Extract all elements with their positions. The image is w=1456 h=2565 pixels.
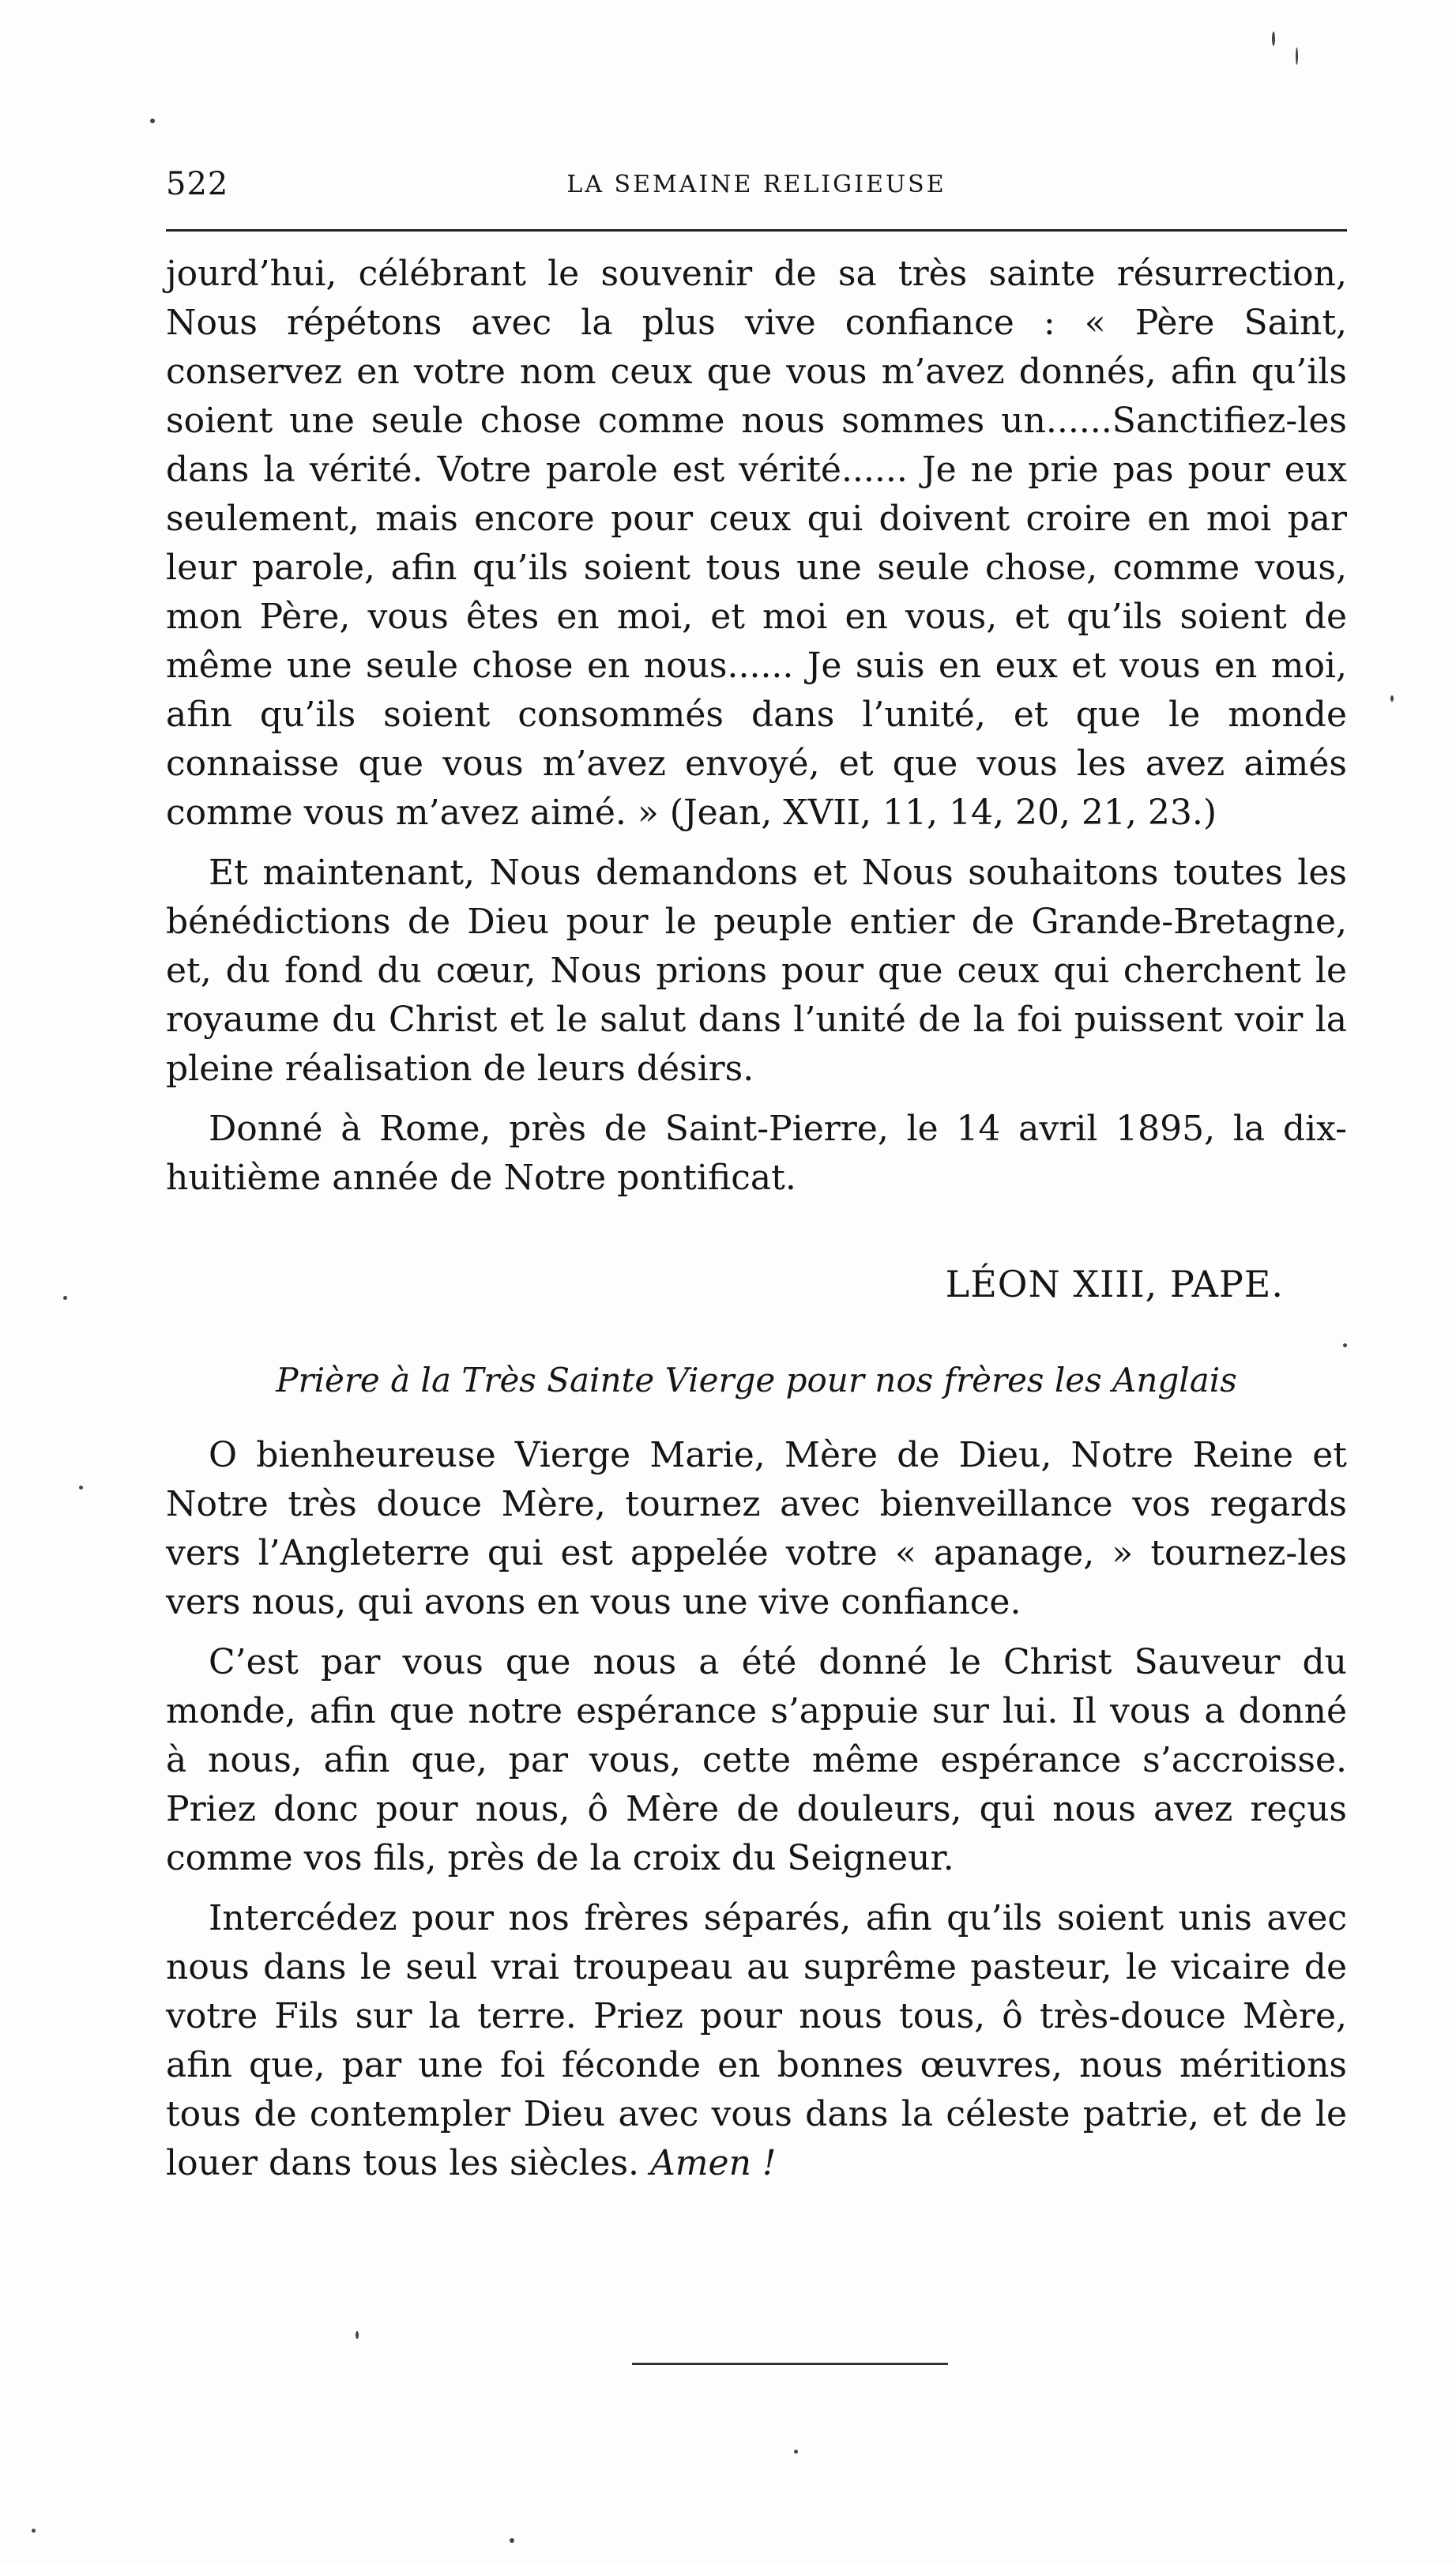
scan-speck [1272, 32, 1275, 46]
encyclical-paragraph-1: jourd’hui, célébrant le souvenir de sa très sainte résurrection, Nous répétons avec la plus vive confiance : « Père Saint, conservez en votre nom ceux que vous m’avez donnés, afin qu’ils soient une seule chose comme nous sommes un......Sanctifiez-les dans la vérité. Votre parole est vérité...... Je ne prie pas pour eux seulement, mais encore pour ceux qui doivent croire en moi par leur parole, afin qu’ils soient tous une seule chose, comme vous, mon Père, vous êtes en moi, et moi en vous, et qu’ils soient de même une seule chose en nous...... Je suis en eux et vous en moi, afin qu’ils soient consommés dans l’unité, et que le monde connaisse que vous m’avez envoyé, et que vous les avez aimés comme vous m’avez aimé. » (Jean, XVII, 11, 14, 20, 21, 23.) [166, 254, 1347, 833]
prayer-title: Prière à la Très Sainte Vierge pour nos frères les Anglais [276, 1361, 1237, 1399]
prayer-paragraph-3 [166, 1894, 1347, 2188]
end-rule [632, 2363, 948, 2365]
amen: Amen ! [650, 2143, 777, 2183]
scan-speck [356, 2331, 359, 2339]
scan-speck [510, 2538, 514, 2543]
header-rule [166, 229, 1347, 232]
page-number: 522 [166, 166, 229, 202]
main-text [166, 250, 1347, 2199]
scan-speck [794, 2450, 798, 2454]
scan-speck [1390, 695, 1394, 702]
prayer-paragraph-3-text: Intercédez pour nos frères séparés, afin qu’ils soient unis avec nous dans le seul vrai troupeau au suprême pasteur, le vicaire de votre Fils sur la terre. Priez pour nous tous, ô très-douce Mère, afin que, par une foi féconde en bonnes œuvres, nous méritions tous de contempler Dieu avec vous dans la céleste patrie, et de le louer dans tous les siècles. [166, 1898, 1347, 2183]
signature: LÉON XIII, PAPE. [945, 1263, 1284, 1305]
encyclical-paragraph-2: Et maintenant, Nous demandons et Nous souhaitons toutes les bénédictions de Dieu pour le peuple entier de Grande-Bretagne, et, du fond du cœur, Nous prions pour que ceux qui cherchent le royaume du Christ et le salut dans l’unité de la foi puissent voir la pleine réalisation de leurs désirs. [166, 853, 1347, 1089]
prayer-paragraph-2: C’est par vous que nous a été donné le Christ Sauveur du monde, afin que notre espérance s’appuie sur lui. Il vous a donné à nous, afin que, par vous, cette même espérance s’accroisse. Priez donc pour nous, ô Mère de douleurs, qui nous avez reçus comme vos fils, près de la croix du Seigneur. [166, 1642, 1347, 1878]
dating-paragraph: Donné à Rome, près de Saint-Pierre, le 14 avril 1895, la dix-huitième année de Notre pontificat. [166, 1109, 1347, 1198]
running-header [166, 158, 1347, 213]
scan-speck [1343, 1343, 1347, 1347]
scan-speck [32, 2529, 36, 2533]
scan-speck [1296, 47, 1298, 65]
prayer-paragraph-1: O bienheureuse Vierge Marie, Mère de Dieu, Notre Reine et Notre très douce Mère, tournez avec bienveillance vos regards vers l’Angleterre qui est appelée votre « apanage, » tournez-les vers nous, qui avons en vous une vive confiance. [166, 1435, 1347, 1622]
scan-speck [150, 119, 155, 123]
running-title: LA SEMAINE RELIGIEUSE [566, 171, 946, 198]
scan-speck [79, 1486, 83, 1490]
scan-speck [63, 1296, 67, 1300]
